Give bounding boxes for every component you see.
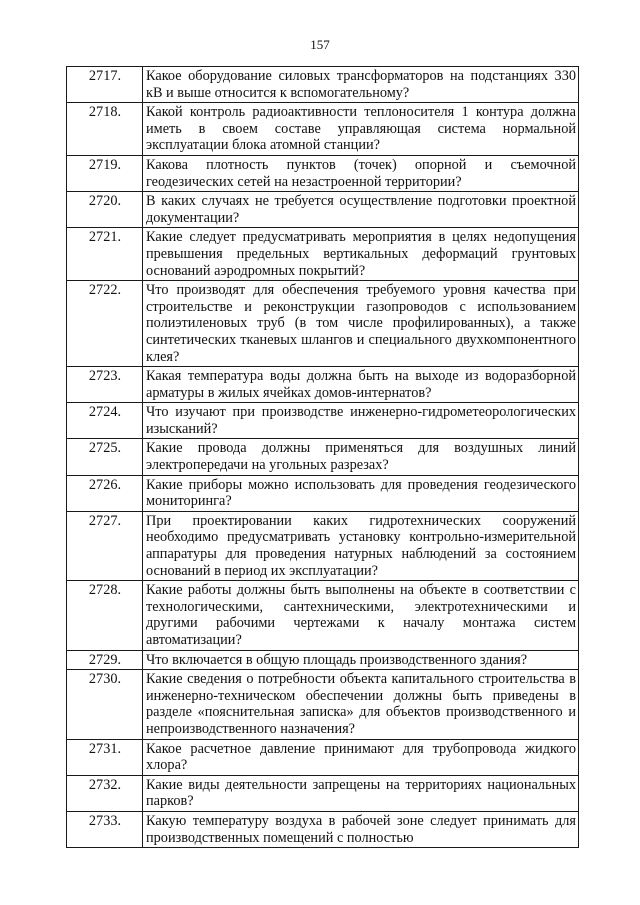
question-number: 2722. [67,281,143,367]
question-text: Какие сведения о потребности объекта капитального строительства в инженерно-техническом обеспечении должны быть приведены в разделе «пояснительная записка» для объектов производственного и непроизводственного назначения? [143,670,579,739]
page-number: 157 [310,37,330,52]
table-row [67,155,579,191]
question-text: Какая температура воды должна быть на выходе из водоразборной арматуры в жилых ячейках домов-интернатов? [143,367,579,403]
question-text: Что включается в общую площадь производственного здания? [143,650,579,670]
question-number: 2719. [67,155,143,191]
table-row [67,228,579,281]
question-number: 2717. [67,67,143,103]
table-row [67,670,579,739]
question-text: Какую температуру воздуха в рабочей зоне следует принимать для производственных помещений с полностью [143,811,579,847]
question-number: 2725. [67,439,143,475]
question-text: Какие приборы можно использовать для проведения геодезического мониторинга? [143,475,579,511]
question-text: Какое расчетное давление принимают для трубопровода жидкого хлора? [143,739,579,775]
question-text: Какие работы должны быть выполнены на объекте в соответствии с технологическими, сантехническими, электротехническими и другими рабочими чертежами к началу монтажа систем автоматизации? [143,581,579,650]
table-row [67,367,579,403]
question-text: Какие следует предусматривать мероприятия в целях недопущения превышения предельных вертикальных деформаций грунтовых оснований аэродромных покрытий? [143,228,579,281]
table-row [67,775,579,811]
question-number: 2729. [67,650,143,670]
questions-table [66,66,579,848]
table-row [67,281,579,367]
question-text: Какое оборудование силовых трансформаторов на подстанциях 330 кВ и выше относится к вспомогательному? [143,67,579,103]
table-row [67,403,579,439]
question-text: В каких случаях не требуется осуществление подготовки проектной документации? [143,192,579,228]
question-number: 2732. [67,775,143,811]
question-text: Какие провода должны применяться для воздушных линий электропередачи на угольных разрезах? [143,439,579,475]
question-number: 2723. [67,367,143,403]
table-row [67,475,579,511]
table-row [67,581,579,650]
question-number: 2726. [67,475,143,511]
question-text: Какова плотность пунктов (точек) опорной и съемочной геодезических сетей на незастроенной территории? [143,155,579,191]
question-number: 2721. [67,228,143,281]
question-text: Что производят для обеспечения требуемого уровня качества при строительстве и реконструкции газопроводов с использованием полиэтиленовых труб (в том числе профилированных), а также синтетических тканевых шлангов и специального двухкомпонентного клея? [143,281,579,367]
question-number: 2718. [67,103,143,156]
table-row [67,811,579,847]
table-row [67,511,579,580]
question-number: 2724. [67,403,143,439]
table-row [67,103,579,156]
question-number: 2731. [67,739,143,775]
table-row [67,739,579,775]
question-number: 2728. [67,581,143,650]
question-number: 2730. [67,670,143,739]
table-row [67,650,579,670]
question-number: 2720. [67,192,143,228]
table-row [67,439,579,475]
question-number: 2727. [67,511,143,580]
question-text: Какой контроль радиоактивности теплоносителя 1 контура должна иметь в своем составе управляющая система нормальной эксплуатации блока атомной станции? [143,103,579,156]
question-text: При проектировании каких гидротехнических сооружений необходимо предусматривать установку контрольно-измерительной аппаратуры для проведения натурных наблюдений за состоянием оснований в период их эксплуатации? [143,511,579,580]
table-row [67,192,579,228]
table-row [67,67,579,103]
question-text: Какие виды деятельности запрещены на территориях национальных парков? [143,775,579,811]
question-text: Что изучают при производстве инженерно-гидрометеорологических изысканий? [143,403,579,439]
question-number: 2733. [67,811,143,847]
